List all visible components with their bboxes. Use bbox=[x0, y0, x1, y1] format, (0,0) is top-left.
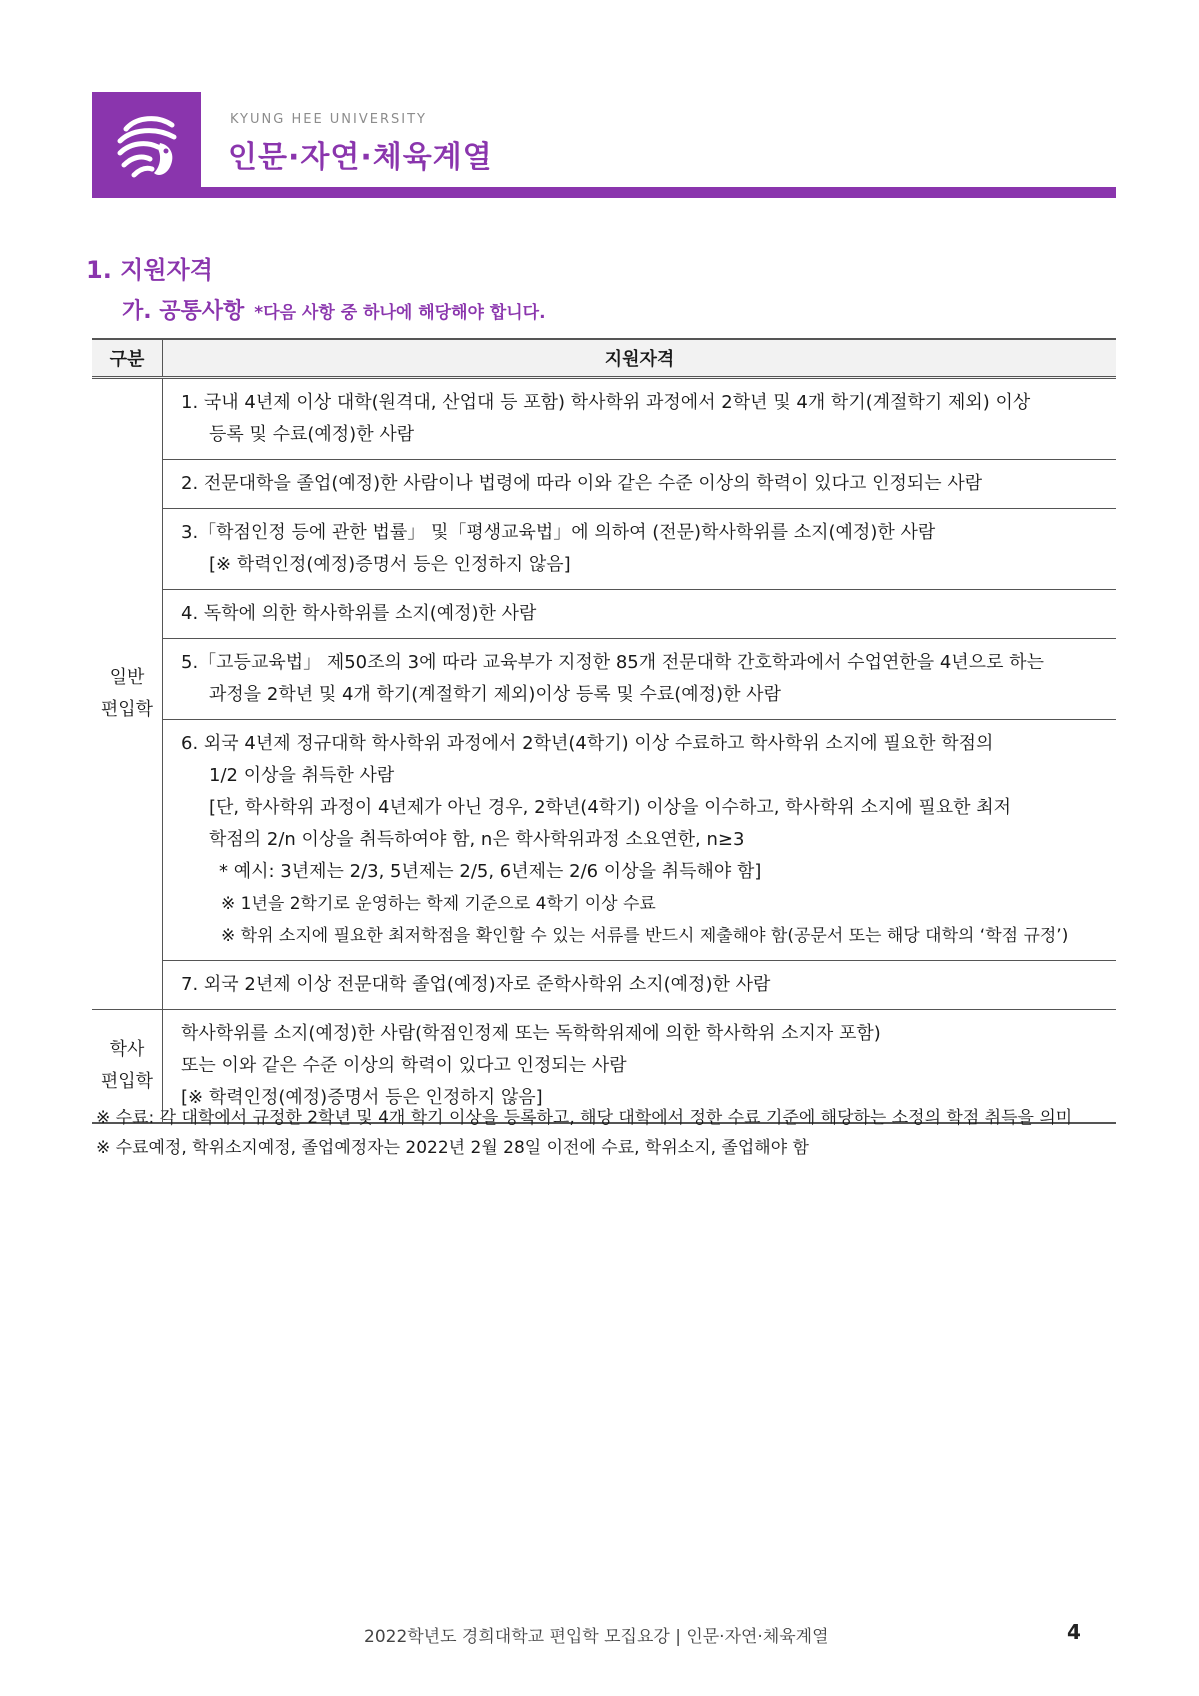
table-row bbox=[92, 509, 1116, 590]
table-row bbox=[92, 961, 1116, 1010]
item-6-line-5: * 예시: 3년제는 2/3, 5년제는 2/5, 6년제는 2/6 이상을 취득해야 함] bbox=[219, 861, 762, 882]
qualification-item-7 bbox=[163, 961, 1117, 1010]
item-6-note-1: ※ 1년을 2학기로 운영하는 학제 기준으로 4학기 이상 수료 bbox=[221, 894, 656, 914]
item-6-line-3: [단, 학사학위 과정이 4년제가 아닌 경우, 2학년(4학기) 이상을 이수하고, 학사학위 소지에 필요한 최저 bbox=[209, 797, 1011, 818]
qualification-item-1 bbox=[163, 378, 1117, 460]
category-general-line1: 일반 bbox=[109, 667, 145, 688]
header-bar bbox=[92, 187, 1116, 198]
category-general bbox=[92, 378, 163, 1010]
section-title: 1. 지원자격 bbox=[86, 256, 213, 284]
item-6-line-1: 6. 외국 4년제 정규대학 학사학위 과정에서 2학년(4학기) 이상 수료하고 학사학위 소지에 필요한 학점의 bbox=[181, 733, 994, 754]
bachelor-line-1: 학사학위를 소지(예정)한 사람(학점인정제 또는 독학학위제에 의한 학사학위 소지자 포함) bbox=[181, 1023, 881, 1044]
footer-text: 2022학년도 경희대학교 편입학 모집요강 | 인문·자연·체육계열 bbox=[364, 1627, 829, 1647]
table-row bbox=[92, 460, 1116, 509]
header-title: 인문·자연·체육계열 bbox=[228, 140, 493, 175]
category-bachelor-line1: 학사 bbox=[109, 1039, 145, 1060]
item-6-note-2: ※ 학위 소지에 필요한 최저학점을 확인할 수 있는 서류를 반드시 제출해야 함(공문서 또는 해당 대학의 ‘학점 규정’) bbox=[221, 926, 1069, 946]
qualification-item-5 bbox=[163, 639, 1117, 720]
footnote-1: ※ 수료: 각 대학에서 규정한 2학년 및 4개 학기 이상을 등록하고, 해당 대학에서 정한 수료 기준에 해당하는 소정의 학점 취득을 의미 bbox=[96, 1108, 1073, 1128]
table-header-row bbox=[92, 339, 1116, 378]
qualification-item-2 bbox=[163, 460, 1117, 509]
header-category: 구분 bbox=[92, 339, 163, 378]
table-row bbox=[92, 720, 1116, 961]
table-row bbox=[92, 378, 1116, 460]
subsection-label: 가. 공통사항 bbox=[122, 299, 245, 324]
item-3-line-2: [※ 학력인정(예정)증명서 등은 인정하지 않음] bbox=[209, 554, 571, 575]
footnotes bbox=[96, 1103, 1072, 1163]
subsection-note: *다음 사항 중 하나에 해당해야 합니다. bbox=[254, 303, 546, 323]
item-2-line-1: 2. 전문대학을 졸업(예정)한 사람이나 법령에 따라 이와 같은 수준 이상의 학력이 있다고 인정되는 사람 bbox=[181, 473, 983, 494]
bachelor-line-3: [※ 학력인정(예정)증명서 등은 인정하지 않음] bbox=[181, 1087, 543, 1108]
lion-logo-icon bbox=[92, 92, 201, 198]
item-4-line-1: 4. 독학에 의한 학사학위를 소지(예정)한 사람 bbox=[181, 603, 537, 624]
category-general-line2: 편입학 bbox=[100, 699, 154, 720]
subsection-title bbox=[122, 294, 546, 325]
table-row bbox=[92, 639, 1116, 720]
footnote-2: ※ 수료예정, 학위소지예정, 졸업예정자는 2022년 2월 28일 이전에 수료, 학위소지, 졸업해야 함 bbox=[96, 1138, 809, 1158]
item-1-line-2: 등록 및 수료(예정)한 사람 bbox=[209, 424, 415, 445]
header-qualification: 지원자격 bbox=[163, 339, 1117, 378]
qualification-table bbox=[92, 338, 1116, 1124]
item-1-line-1: 1. 국내 4년제 이상 대학(원격대, 산업대 등 포함) 학사학위 과정에서 2학년 및 4개 학기(계절학기 제외) 이상 bbox=[181, 392, 1031, 413]
page-header bbox=[92, 92, 1116, 198]
item-3-line-1: 3.「학점인정 등에 관한 법률」 및「평생교육법」에 의하여 (전문)학사학위를 소지(예정)한 사람 bbox=[181, 522, 936, 543]
bachelor-line-2: 또는 이와 같은 수준 이상의 학력이 있다고 인정되는 사람 bbox=[181, 1055, 627, 1076]
qualification-item-4 bbox=[163, 590, 1117, 639]
item-5-line-1: 5.「고등교육법」 제50조의 3에 따라 교육부가 지정한 85개 전문대학 간호학과에서 수업연한을 4년으로 하는 bbox=[181, 652, 1044, 673]
university-name: KYUNG HEE UNIVERSITY bbox=[230, 112, 427, 127]
page-number: 4 bbox=[1067, 1620, 1081, 1644]
qualification-item-3 bbox=[163, 509, 1117, 590]
table-row bbox=[92, 590, 1116, 639]
item-6-line-2: 1/2 이상을 취득한 사람 bbox=[209, 765, 395, 786]
item-7-line-1: 7. 외국 2년제 이상 전문대학 졸업(예정)자로 준학사학위 소지(예정)한 사람 bbox=[181, 974, 771, 995]
item-6-line-4: 학점의 2/n 이상을 취득하여야 함, n은 학사학위과정 소요연한, n≥3 bbox=[209, 829, 745, 850]
item-5-line-2: 과정을 2학년 및 4개 학기(계절학기 제외)이상 등록 및 수료(예정)한 사람 bbox=[209, 684, 781, 705]
category-bachelor-line2: 편입학 bbox=[100, 1071, 154, 1092]
qualification-item-6 bbox=[163, 720, 1117, 961]
